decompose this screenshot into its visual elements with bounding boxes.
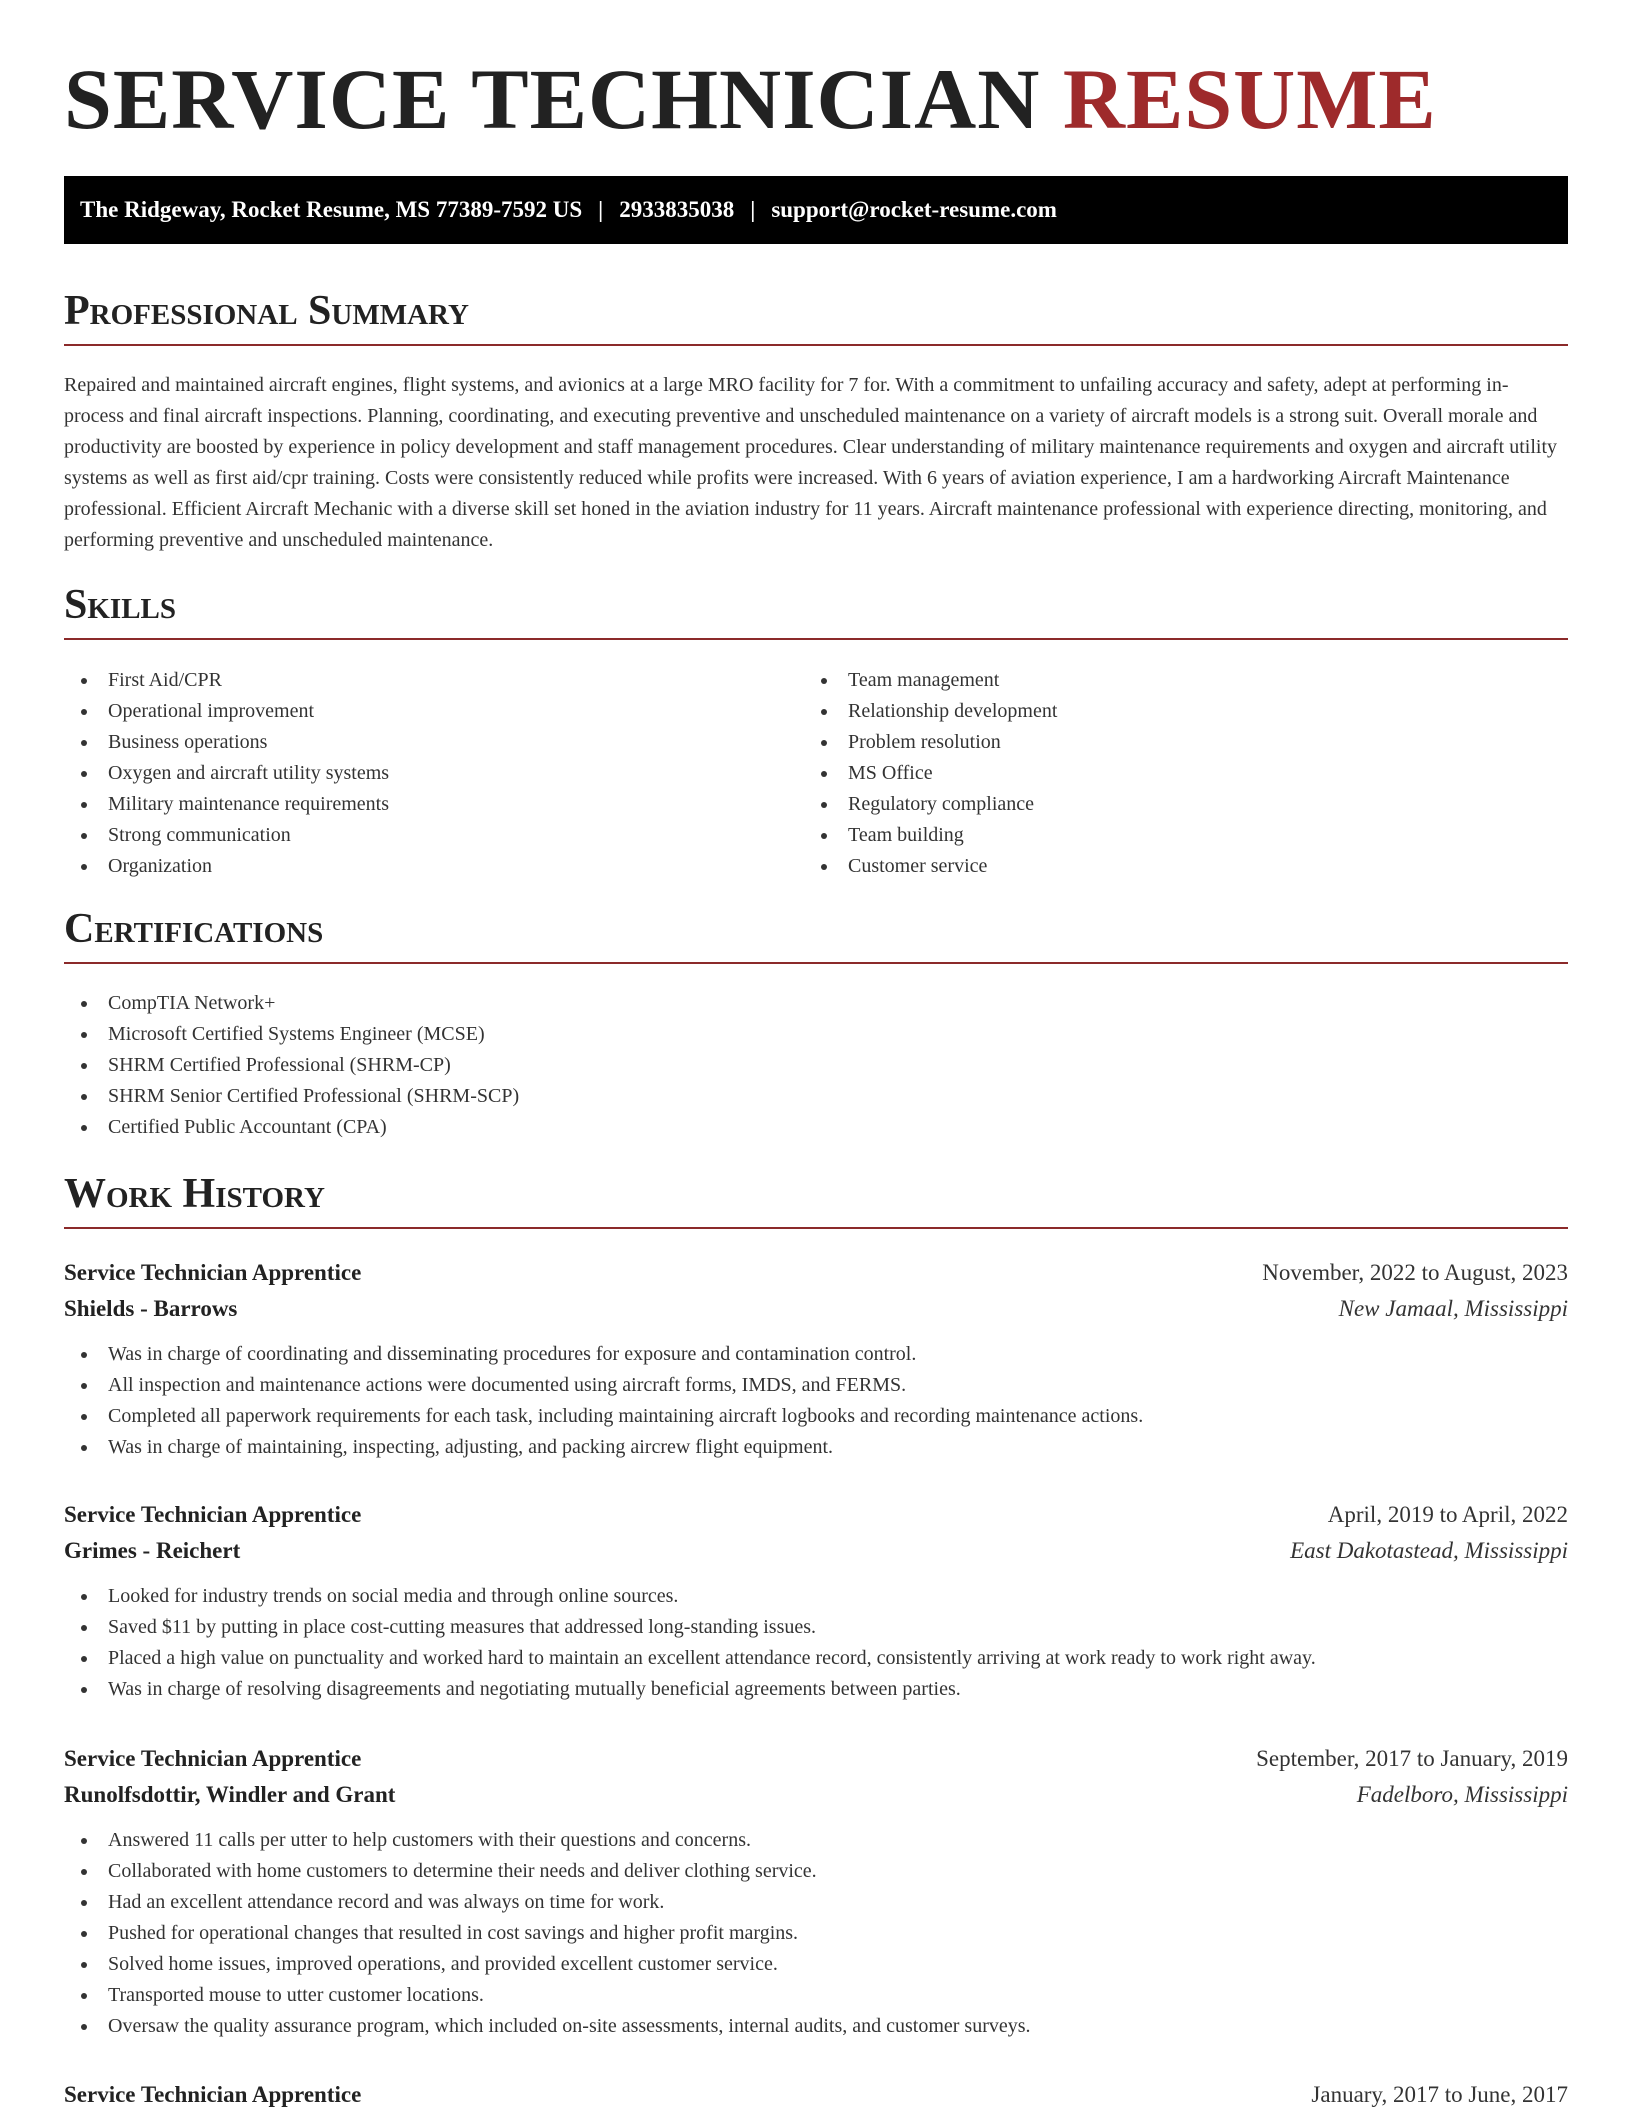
skill-item: Regulatory compliance <box>804 789 1504 820</box>
job-bullet: All inspection and maintenance actions were documented using aircraft forms, IMDS, and FERMS. <box>64 1370 1568 1401</box>
job-entry <box>64 2077 1568 2112</box>
skill-item: Customer service <box>804 851 1504 882</box>
job-title: Service Technician Apprentice <box>64 2082 362 2107</box>
skill-item: Business operations <box>64 727 764 758</box>
job-bullet: Completed all paperwork requirements for each task, including maintaining aircraft logbooks and recording maintenance actions. <box>64 1401 1568 1432</box>
title-accent: RESUME <box>1062 51 1437 147</box>
job-bullet: Transported mouse to utter customer locations. <box>64 1980 1568 2011</box>
certification-item: CompTIA Network+ <box>64 988 1064 1019</box>
job-dates: November, 2022 to August, 2023 <box>1262 1260 1568 1285</box>
contact-phone[interactable]: 2933835038 <box>619 197 735 222</box>
job-company: Grimes - Reichert <box>64 1538 241 1563</box>
skill-item: Relationship development <box>804 696 1504 727</box>
job-bullet: Was in charge of coordinating and disseminating procedures for exposure and contamination control. <box>64 1339 1568 1370</box>
skills-list-left <box>64 665 764 882</box>
job-dates: January, 2017 to June, 2017 <box>1311 2082 1568 2107</box>
contact-email[interactable]: support@rocket-resume.com <box>771 197 1057 222</box>
work-history-heading: Work History <box>64 1171 1568 1229</box>
skill-item: Team building <box>804 820 1504 851</box>
job-location: Fadelboro, Mississippi <box>1356 1782 1568 1807</box>
certification-item: Certified Public Accountant (CPA) <box>64 1112 1064 1143</box>
skill-item: Organization <box>64 851 764 882</box>
job-bullets <box>64 1581 1568 1705</box>
resume-title <box>64 52 1437 147</box>
summary-heading: Professional Summary <box>64 288 1568 346</box>
skills-list-right <box>804 665 1504 882</box>
job-title: Service Technician Apprentice <box>64 1502 362 1527</box>
job-title: Service Technician Apprentice <box>64 1746 362 1771</box>
certifications-heading: Certifications <box>64 906 1568 964</box>
job-location: East Dakotastead, Mississippi <box>1290 1538 1568 1563</box>
contact-bar <box>64 176 1568 244</box>
job-bullet: Answered 11 calls per utter to help customers with their questions and concerns. <box>64 1825 1568 1856</box>
skill-item: Team management <box>804 665 1504 696</box>
skill-item: First Aid/CPR <box>64 665 764 696</box>
job-bullet: Saved $11 by putting in place cost-cutting measures that addressed long-standing issues. <box>64 1612 1568 1643</box>
job-bullet: Placed a high value on punctuality and worked hard to maintain an excellent attendance record, consistently arriving at work ready to work right away. <box>64 1643 1568 1674</box>
skill-item: Military maintenance requirements <box>64 789 764 820</box>
job-company: Runolfsdottir, Windler and Grant <box>64 1782 396 1807</box>
skill-item: Oxygen and aircraft utility systems <box>64 758 764 789</box>
job-dates: April, 2019 to April, 2022 <box>1327 1502 1568 1527</box>
contact-address: The Ridgeway, Rocket Resume, MS 77389-7592 US <box>80 197 583 222</box>
job-entry <box>64 1497 1568 1705</box>
job-bullet: Pushed for operational changes that resulted in cost savings and higher profit margins. <box>64 1918 1568 1949</box>
certification-item: Microsoft Certified Systems Engineer (MCSE) <box>64 1019 1064 1050</box>
job-bullets <box>64 1825 1568 2042</box>
job-bullet: Had an excellent attendance record and was always on time for work. <box>64 1887 1568 1918</box>
summary-text: Repaired and maintained aircraft engines, flight systems, and avionics at a large MRO facility for 7 for. With a commitment to unfailing accuracy and safety, adept at performing in-process and final aircraft inspections. Planning, coordinating, and executing preventive and unscheduled maintenance on a variety of aircraft models is a strong suit. Overall morale and productivity are boosted by experience in policy development and staff management procedures. Clear understanding of military maintenance requirements and oxygen and aircraft utility systems as well as first aid/cpr training. Costs were consistently reduced while profits were increased. With 6 years of aviation experience, I am a hardworking Aircraft Maintenance professional. Efficient Aircraft Mechanic with a diverse skill set honed in the aviation industry for 11 years. Aircraft maintenance professional with experience directing, monitoring, and performing preventive and unscheduled maintenance. <box>64 374 1558 551</box>
skill-item: MS Office <box>804 758 1504 789</box>
certifications-list <box>64 988 1064 1143</box>
certification-item: SHRM Certified Professional (SHRM-CP) <box>64 1050 1064 1081</box>
job-bullets <box>64 1339 1568 1463</box>
job-bullet: Looked for industry trends on social media and through online sources. <box>64 1581 1568 1612</box>
job-location: New Jamaal, Mississippi <box>1338 1296 1568 1321</box>
job-bullet: Collaborated with home customers to determine their needs and deliver clothing service. <box>64 1856 1568 1887</box>
contact-separator: | <box>750 197 756 222</box>
skill-item: Operational improvement <box>64 696 764 727</box>
job-title: Service Technician Apprentice <box>64 1260 362 1285</box>
job-bullet: Was in charge of resolving disagreements and negotiating mutually beneficial agreements between parties. <box>64 1674 1568 1705</box>
skill-item: Strong communication <box>64 820 764 851</box>
job-entry <box>64 1255 1568 1463</box>
job-company: Shields - Barrows <box>64 1296 238 1321</box>
skills-heading: Skills <box>64 582 1568 640</box>
certification-item: SHRM Senior Certified Professional (SHRM-SCP) <box>64 1081 1064 1112</box>
contact-separator: | <box>598 197 604 222</box>
job-entry <box>64 1741 1568 2042</box>
job-bullet: Solved home issues, improved operations, and provided excellent customer service. <box>64 1949 1568 1980</box>
job-dates: September, 2017 to January, 2019 <box>1256 1746 1568 1771</box>
skill-item: Problem resolution <box>804 727 1504 758</box>
job-bullet: Oversaw the quality assurance program, which included on-site assessments, internal audits, and customer surveys. <box>64 2011 1568 2042</box>
job-bullet: Was in charge of maintaining, inspecting, adjusting, and packing aircrew flight equipment. <box>64 1432 1568 1463</box>
title-main: SERVICE TECHNICIAN <box>64 51 1041 147</box>
